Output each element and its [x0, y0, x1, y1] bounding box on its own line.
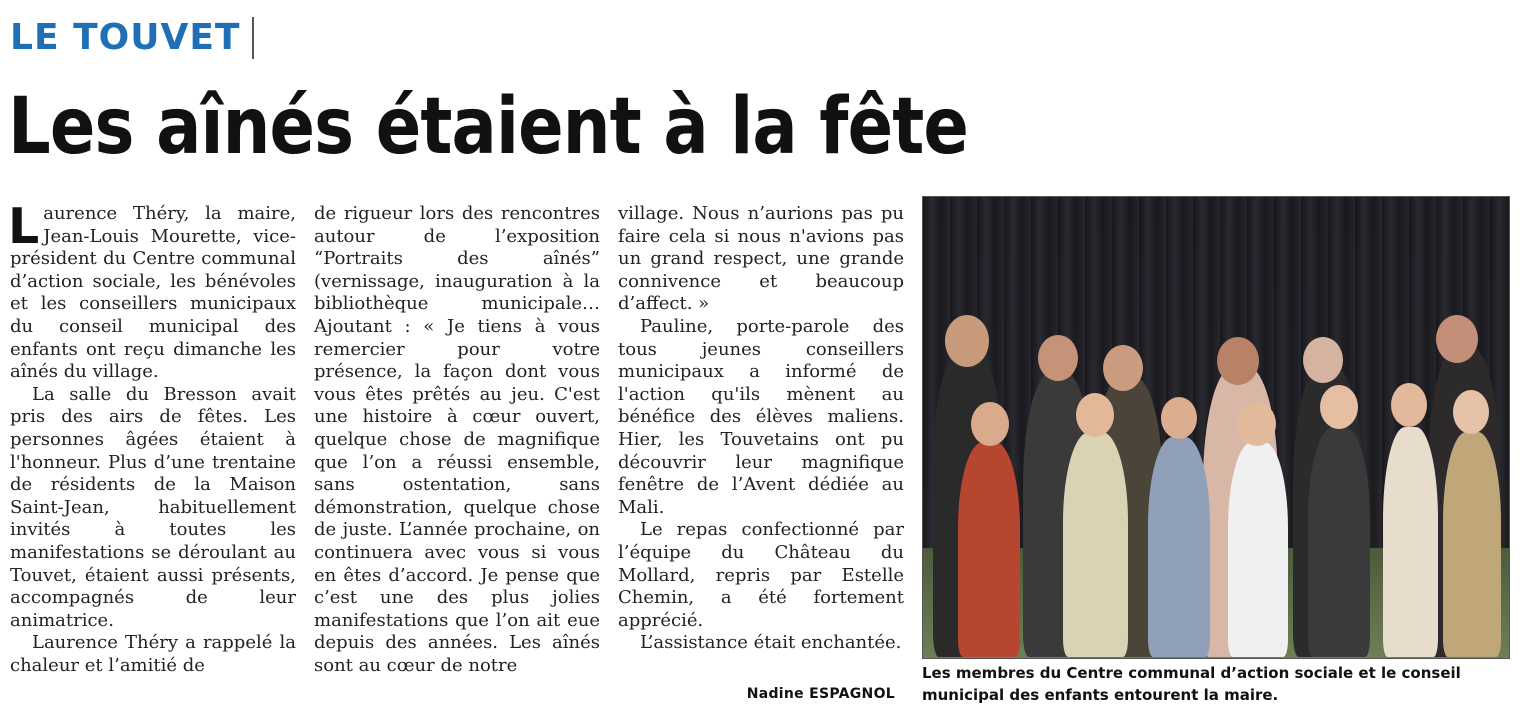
- paragraph: Pauline, porte-parole des tous jeunes conseillers municipaux a informé de l'action qu'ils mènent au bénéfice des élèves maliens. Hier, les Touvetains ont pu découvrir leur magnifique fenêtre de l’Avent dédiée au Mali.: [618, 315, 904, 518]
- paragraph: Laurence Théry a rappelé la chaleur et l’amitié de: [10, 632, 296, 676]
- paragraph: Le repas confectionné par l’équipe du Château du Mollard, repris par Estelle Chemin, a été fortement apprécié.: [618, 519, 904, 631]
- adult-head: [945, 315, 989, 367]
- child-head: [971, 402, 1009, 446]
- child-figure: [1228, 442, 1288, 657]
- adult-head: [1303, 337, 1343, 383]
- section-label: [10, 14, 254, 62]
- child-figure: [1063, 432, 1128, 657]
- child-head: [1320, 385, 1358, 429]
- photo-caption: Les membres du Centre communal d’action sociale et le conseil municipal des enfants entourent la maire.: [922, 664, 1461, 704]
- adult-head: [1038, 335, 1078, 381]
- child-head: [1238, 402, 1276, 446]
- child-head: [1453, 390, 1489, 434]
- drop-cap: L: [8, 198, 40, 255]
- paragraph: aurence Théry, la maire, Jean-Louis Mourette, vice-président du Centre communal d’action sociale, les bénévoles et les conseillers municipaux du conseil municipal des enfants ont reçu dimanche les aînés du village.: [10, 203, 296, 383]
- section-divider: [252, 17, 254, 59]
- child-figure: [1308, 427, 1370, 657]
- article-column-1: [8, 198, 296, 677]
- paragraph: La salle du Bresson avait pris des airs de fêtes. Les personnes âgées étaient à l'honneur. Plus d’une trentaine de résidents de la Maison Saint-Jean, habituellement invités à toutes les manifestations se déroulant au Touvet, étaient aussi présents, accompagnés de leur animatrice.: [10, 383, 296, 631]
- child-figure: [1383, 427, 1438, 657]
- article-column-2: [314, 203, 600, 677]
- paragraph: village. Nous n’aurions pas pu faire cela si nous n'avions pas un grand respect, une grande connivence et beaucoup d’affect. »: [618, 203, 904, 315]
- paragraph: L’assistance était enchantée.: [640, 632, 902, 654]
- child-figure: [1148, 437, 1210, 657]
- child-head: [1161, 397, 1197, 439]
- adult-head: [1103, 345, 1143, 391]
- child-figure: [1443, 432, 1501, 657]
- adult-head: [1436, 315, 1478, 363]
- child-head: [1076, 393, 1114, 437]
- child-figure: [958, 442, 1020, 657]
- paragraph: de rigueur lors des rencontres autour de l’exposition “Portraits des aînés” (vernissage, inauguration à la bibliothèque municipale… Ajoutant : « Je tiens à vous remercier pour votre présence, la façon dont vous vous êtes prêtés au jeu. C'est une histoire à cœur ouvert, quelque chose de magnifique que l’on a réussi ensemble, sans ostentation, sans démonstration, quelque chose de juste. L’année prochaine, on continuera avec vous si vous en êtes d’accord. Je pense que c’est une des plus jolies manifestations que l’on ait eue depuis des années. Les aînés sont au cœur de notre: [314, 203, 600, 676]
- article-headline: Les aînés étaient à la fête: [8, 82, 969, 172]
- article-photo: [922, 196, 1510, 659]
- byline: Nadine ESPAGNOL: [746, 686, 895, 702]
- adult-head: [1217, 337, 1259, 385]
- article-column-3: [618, 203, 904, 655]
- section-name: LE TOUVET: [10, 17, 241, 58]
- child-head: [1391, 383, 1427, 427]
